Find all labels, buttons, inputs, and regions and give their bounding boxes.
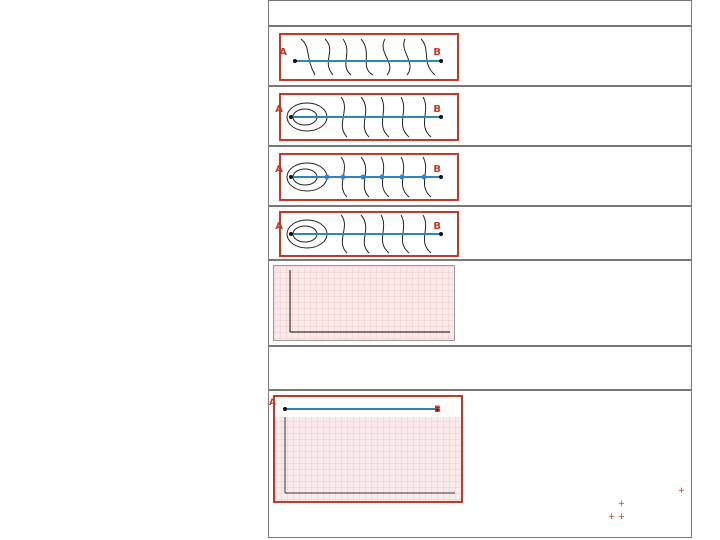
worksheet xyxy=(268,0,692,540)
step-5-map xyxy=(275,211,459,257)
step-2-box xyxy=(268,26,692,86)
step-11-text: + + + + xyxy=(608,486,685,522)
step-4-box xyxy=(268,146,692,206)
map8-point-b: B xyxy=(434,405,441,415)
map5-point-b: B xyxy=(433,221,441,232)
map2-point-b: B xyxy=(433,47,441,58)
step-8-11-box xyxy=(268,390,692,538)
step-7-box xyxy=(268,346,692,390)
map4-point-a: A xyxy=(275,164,283,175)
map3-point-a: A xyxy=(275,104,283,115)
step-2-map xyxy=(279,33,459,81)
step-8-graph xyxy=(269,395,463,503)
map3-point-b: B xyxy=(433,104,441,115)
map2-point-a: A xyxy=(279,47,287,58)
map4-point-b: B xyxy=(433,164,441,175)
map8-point-a: A xyxy=(269,398,276,408)
step-3-map xyxy=(275,93,459,141)
step-6-graph xyxy=(273,265,455,341)
step-3-box xyxy=(268,86,692,146)
step-4-map xyxy=(275,153,459,201)
map5-point-a: A xyxy=(275,221,283,232)
step-5-box xyxy=(268,206,692,260)
step-1-box xyxy=(268,0,692,26)
step-6-box xyxy=(268,260,692,346)
